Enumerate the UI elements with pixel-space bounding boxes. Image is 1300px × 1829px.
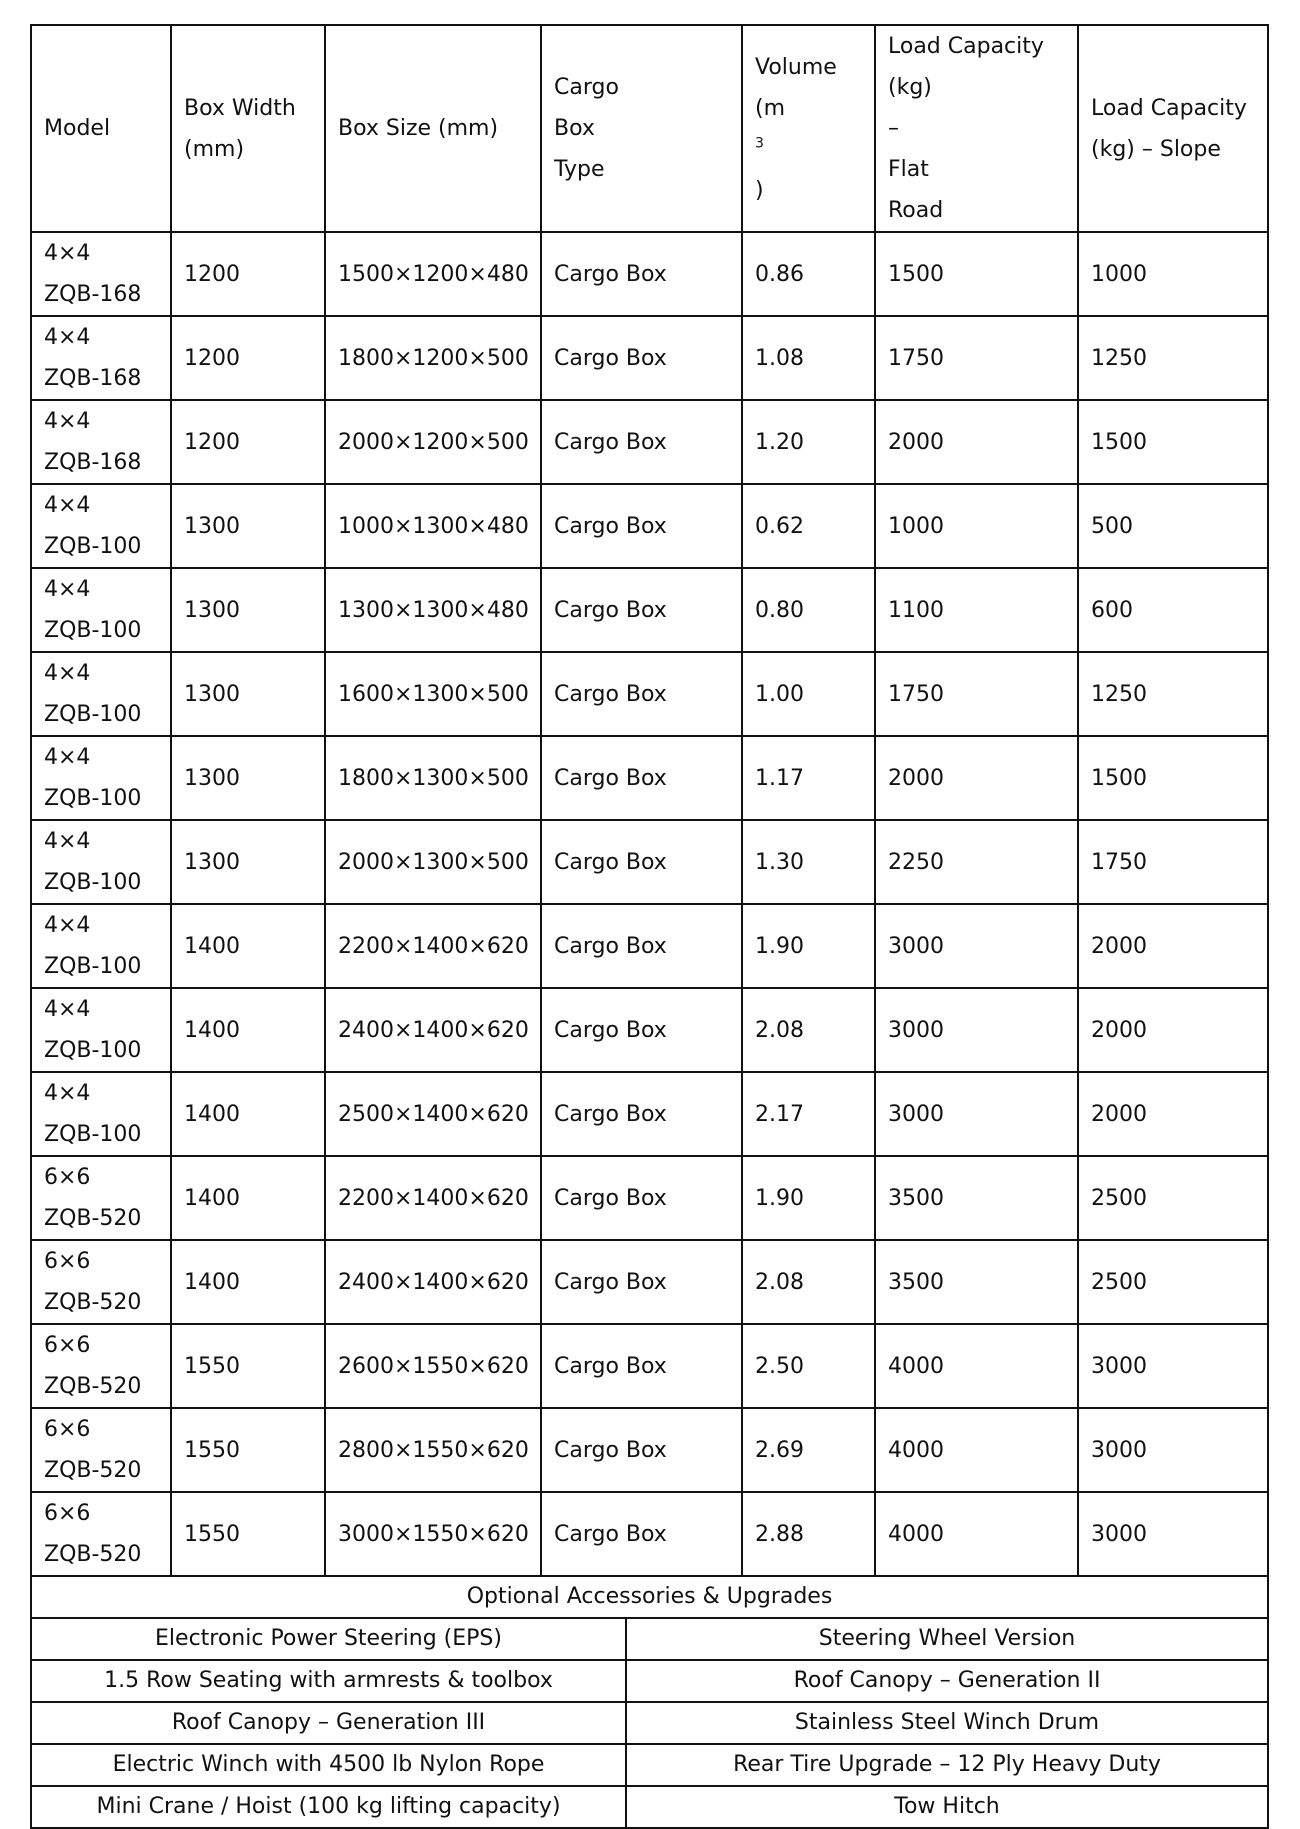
cell-volume: 0.80 xyxy=(742,568,875,652)
cell-cargo-box-type: Cargo Box xyxy=(541,1408,742,1492)
cell-model-code: ZQB-100 xyxy=(44,786,142,811)
accessory-row xyxy=(31,1702,1268,1744)
cell-box-width: 1400 xyxy=(171,988,325,1072)
cell-load-flat: 2000 xyxy=(875,736,1078,820)
cell-model-code: ZQB-520 xyxy=(44,1206,142,1231)
cell-model-drive: 4×4 xyxy=(44,661,91,686)
cell-box-width: 1200 xyxy=(171,316,325,400)
cell-load-slope: 2000 xyxy=(1078,988,1268,1072)
cell-load-flat: 3000 xyxy=(875,1072,1078,1156)
header-load-flat-kg: (kg) xyxy=(888,75,932,100)
header-load-slope-line1: Load Capacity xyxy=(1091,95,1247,121)
accessory-row xyxy=(31,1744,1268,1786)
header-box-width-line1: Box Width xyxy=(184,95,296,121)
cell-box-size: 2500×1400×620 xyxy=(325,1072,541,1156)
spec-table-body xyxy=(31,232,1268,1576)
cell-model-drive: 4×4 xyxy=(44,409,91,434)
cell-model-drive: 6×6 xyxy=(44,1417,91,1442)
cargo-box-spec-table xyxy=(30,24,1269,1577)
table-row xyxy=(31,988,1268,1072)
table-row xyxy=(31,1408,1268,1492)
cell-model xyxy=(31,1324,171,1408)
header-load-flat-dash: – xyxy=(888,116,899,141)
cell-model-drive: 6×6 xyxy=(44,1333,91,1358)
cell-cargo-box-type: Cargo Box xyxy=(541,1492,742,1576)
header-box-size: Box Size (mm) xyxy=(325,25,541,232)
cell-load-slope: 2000 xyxy=(1078,1072,1268,1156)
accessory-row xyxy=(31,1786,1268,1828)
cell-box-width: 1550 xyxy=(171,1324,325,1408)
cell-volume: 1.17 xyxy=(742,736,875,820)
cell-volume: 1.00 xyxy=(742,652,875,736)
cell-model xyxy=(31,1240,171,1324)
cell-cargo-box-type: Cargo Box xyxy=(541,736,742,820)
table-row xyxy=(31,1324,1268,1408)
cell-load-slope: 1250 xyxy=(1078,316,1268,400)
cell-box-width: 1200 xyxy=(171,400,325,484)
cell-model xyxy=(31,1492,171,1576)
cell-load-flat: 1000 xyxy=(875,484,1078,568)
cell-box-size: 2400×1400×620 xyxy=(325,988,541,1072)
cell-load-flat: 4000 xyxy=(875,1324,1078,1408)
cell-volume: 1.20 xyxy=(742,400,875,484)
header-volume xyxy=(742,25,875,232)
accessories-table xyxy=(30,1575,1269,1829)
cell-cargo-box-type: Cargo Box xyxy=(541,904,742,988)
cell-volume: 2.88 xyxy=(742,1492,875,1576)
cell-load-slope: 2500 xyxy=(1078,1240,1268,1324)
accessory-item: Stainless Steel Winch Drum xyxy=(626,1702,1268,1744)
accessory-item: Roof Canopy – Generation III xyxy=(31,1702,626,1744)
cell-model-code: ZQB-100 xyxy=(44,702,142,727)
cell-cargo-box-type: Cargo Box xyxy=(541,1156,742,1240)
cell-load-slope: 1000 xyxy=(1078,232,1268,316)
cell-volume: 1.90 xyxy=(742,904,875,988)
header-row xyxy=(31,25,1268,232)
header-cargo-word: Cargo xyxy=(554,75,619,100)
cell-volume: 1.08 xyxy=(742,316,875,400)
cell-box-size: 1000×1300×480 xyxy=(325,484,541,568)
cell-model xyxy=(31,232,171,316)
accessories-body xyxy=(31,1576,1268,1828)
cell-model-code: ZQB-100 xyxy=(44,870,142,895)
cell-load-slope: 1750 xyxy=(1078,820,1268,904)
cell-box-size: 2800×1550×620 xyxy=(325,1408,541,1492)
cell-model-drive: 4×4 xyxy=(44,829,91,854)
header-load-flat-line2 xyxy=(888,67,1065,190)
cell-model-drive: 4×4 xyxy=(44,325,91,350)
header-load-flat-word: Flat xyxy=(888,157,929,182)
cell-box-size: 1800×1300×500 xyxy=(325,736,541,820)
accessories-title: Optional Accessories & Upgrades xyxy=(31,1576,1268,1618)
cell-model-code: ZQB-168 xyxy=(44,282,142,307)
cell-box-size: 2000×1300×500 xyxy=(325,820,541,904)
header-volume-unit-close: ) xyxy=(755,177,764,203)
cell-box-width: 1300 xyxy=(171,484,325,568)
cell-model xyxy=(31,400,171,484)
cell-cargo-box-type: Cargo Box xyxy=(541,400,742,484)
cell-model-code: ZQB-100 xyxy=(44,1122,142,1147)
cell-model-code: ZQB-100 xyxy=(44,954,142,979)
header-type-word: Type xyxy=(554,157,605,182)
cell-load-flat: 1750 xyxy=(875,316,1078,400)
cell-model xyxy=(31,904,171,988)
cell-load-flat: 2000 xyxy=(875,400,1078,484)
table-row xyxy=(31,232,1268,316)
accessories-title-row xyxy=(31,1576,1268,1618)
cell-model xyxy=(31,652,171,736)
cell-model xyxy=(31,1156,171,1240)
cell-load-flat: 3000 xyxy=(875,904,1078,988)
header-load-flat xyxy=(875,25,1078,232)
accessory-row xyxy=(31,1660,1268,1702)
cell-model-drive: 4×4 xyxy=(44,745,91,770)
cell-load-slope: 3000 xyxy=(1078,1324,1268,1408)
cell-model xyxy=(31,568,171,652)
cell-model-code: ZQB-520 xyxy=(44,1542,142,1567)
cell-box-size: 3000×1550×620 xyxy=(325,1492,541,1576)
cell-cargo-box-type: Cargo Box xyxy=(541,1072,742,1156)
cell-model xyxy=(31,1072,171,1156)
cell-load-slope: 1500 xyxy=(1078,736,1268,820)
accessory-item: Mini Crane / Hoist (100 kg lifting capacity) xyxy=(31,1786,626,1828)
cell-box-width: 1400 xyxy=(171,1240,325,1324)
cell-box-width: 1200 xyxy=(171,232,325,316)
cell-cargo-box-type: Cargo Box xyxy=(541,1324,742,1408)
cell-box-size: 1500×1200×480 xyxy=(325,232,541,316)
cell-model-code: ZQB-168 xyxy=(44,366,142,391)
table-row xyxy=(31,568,1268,652)
cell-cargo-box-type: Cargo Box xyxy=(541,232,742,316)
table-row xyxy=(31,736,1268,820)
cell-model-drive: 4×4 xyxy=(44,1081,91,1106)
accessory-item: 1.5 Row Seating with armrests & toolbox xyxy=(31,1660,626,1702)
cell-volume: 2.50 xyxy=(742,1324,875,1408)
cell-box-width: 1400 xyxy=(171,1156,325,1240)
cell-cargo-box-type: Cargo Box xyxy=(541,568,742,652)
cell-volume: 0.62 xyxy=(742,484,875,568)
cell-load-slope: 500 xyxy=(1078,484,1268,568)
cell-model xyxy=(31,736,171,820)
header-box-width-line2: (mm) xyxy=(184,136,245,162)
accessory-item: Roof Canopy – Generation II xyxy=(626,1660,1268,1702)
cell-box-width: 1400 xyxy=(171,1072,325,1156)
cell-volume: 1.90 xyxy=(742,1156,875,1240)
cell-model xyxy=(31,1408,171,1492)
cell-load-flat: 4000 xyxy=(875,1408,1078,1492)
cell-load-slope: 2000 xyxy=(1078,904,1268,988)
cell-model-drive: 4×4 xyxy=(44,577,91,602)
cell-box-size: 2000×1200×500 xyxy=(325,400,541,484)
cell-load-slope: 3000 xyxy=(1078,1492,1268,1576)
cell-load-slope: 600 xyxy=(1078,568,1268,652)
cell-load-slope: 1500 xyxy=(1078,400,1268,484)
table-row xyxy=(31,1240,1268,1324)
cell-box-size: 1800×1200×500 xyxy=(325,316,541,400)
table-row xyxy=(31,484,1268,568)
header-model: Model xyxy=(31,25,171,232)
table-row xyxy=(31,820,1268,904)
header-load-flat-line3: Road xyxy=(888,198,944,223)
header-volume-unit-open: (m xyxy=(755,95,786,121)
cell-volume: 2.69 xyxy=(742,1408,875,1492)
cell-cargo-box-type: Cargo Box xyxy=(541,652,742,736)
cell-load-slope: 3000 xyxy=(1078,1408,1268,1492)
cell-model-code: ZQB-520 xyxy=(44,1290,142,1315)
cell-model xyxy=(31,820,171,904)
cell-volume: 2.17 xyxy=(742,1072,875,1156)
cell-load-flat: 3500 xyxy=(875,1156,1078,1240)
cell-box-width: 1300 xyxy=(171,652,325,736)
cell-cargo-box-type: Cargo Box xyxy=(541,988,742,1072)
cell-model-drive: 4×4 xyxy=(44,913,91,938)
cell-model xyxy=(31,988,171,1072)
cell-box-width: 1300 xyxy=(171,736,325,820)
cell-load-flat: 1100 xyxy=(875,568,1078,652)
cell-load-flat: 3500 xyxy=(875,1240,1078,1324)
accessory-row xyxy=(31,1618,1268,1660)
cell-box-size: 1300×1300×480 xyxy=(325,568,541,652)
cell-box-width: 1300 xyxy=(171,568,325,652)
header-volume-exponent: 3 xyxy=(755,135,764,152)
cell-load-flat: 1750 xyxy=(875,652,1078,736)
cell-model-code: ZQB-520 xyxy=(44,1458,142,1483)
cell-model-drive: 4×4 xyxy=(44,493,91,518)
header-cargo-box-type-line1 xyxy=(554,67,729,149)
cell-volume: 2.08 xyxy=(742,988,875,1072)
cell-load-flat: 1500 xyxy=(875,232,1078,316)
cell-load-flat: 4000 xyxy=(875,1492,1078,1576)
cell-box-width: 1550 xyxy=(171,1492,325,1576)
cell-model xyxy=(31,316,171,400)
cell-model-drive: 6×6 xyxy=(44,1165,91,1190)
table-row xyxy=(31,1156,1268,1240)
header-volume-line1: Volume xyxy=(755,54,837,80)
cell-volume: 0.86 xyxy=(742,232,875,316)
cell-cargo-box-type: Cargo Box xyxy=(541,316,742,400)
header-volume-line2 xyxy=(755,88,862,211)
table-row xyxy=(31,1492,1268,1576)
table-row xyxy=(31,652,1268,736)
cell-cargo-box-type: Cargo Box xyxy=(541,820,742,904)
cell-model-drive: 6×6 xyxy=(44,1501,91,1526)
accessory-item: Tow Hitch xyxy=(626,1786,1268,1828)
cell-model-code: ZQB-100 xyxy=(44,1038,142,1063)
cell-box-size: 2200×1400×620 xyxy=(325,1156,541,1240)
cell-load-flat: 2250 xyxy=(875,820,1078,904)
cell-box-width: 1550 xyxy=(171,1408,325,1492)
cell-volume: 1.30 xyxy=(742,820,875,904)
header-cargo-box-type xyxy=(541,25,742,232)
header-load-slope xyxy=(1078,25,1268,232)
table-row xyxy=(31,904,1268,988)
cell-model-code: ZQB-168 xyxy=(44,450,142,475)
cell-model-code: ZQB-520 xyxy=(44,1374,142,1399)
table-row xyxy=(31,1072,1268,1156)
table-row xyxy=(31,400,1268,484)
cell-box-size: 2600×1550×620 xyxy=(325,1324,541,1408)
cell-model-code: ZQB-100 xyxy=(44,618,142,643)
cell-box-size: 2400×1400×620 xyxy=(325,1240,541,1324)
cell-cargo-box-type: Cargo Box xyxy=(541,1240,742,1324)
header-load-flat-line1: Load Capacity xyxy=(888,34,1044,59)
table-row xyxy=(31,316,1268,400)
cell-box-size: 1600×1300×500 xyxy=(325,652,541,736)
cell-model-drive: 6×6 xyxy=(44,1249,91,1274)
accessory-item: Electric Winch with 4500 lb Nylon Rope xyxy=(31,1744,626,1786)
cell-model-code: ZQB-100 xyxy=(44,534,142,559)
cell-box-width: 1400 xyxy=(171,904,325,988)
spec-sheet xyxy=(30,24,1267,1829)
header-box-word: Box xyxy=(554,116,595,141)
cell-load-slope: 1250 xyxy=(1078,652,1268,736)
cell-load-slope: 2500 xyxy=(1078,1156,1268,1240)
header-load-slope-line2: (kg) – Slope xyxy=(1091,136,1221,162)
accessory-item: Electronic Power Steering (EPS) xyxy=(31,1618,626,1660)
cell-model-drive: 4×4 xyxy=(44,997,91,1022)
cell-volume: 2.08 xyxy=(742,1240,875,1324)
header-box-width xyxy=(171,25,325,232)
cell-model xyxy=(31,484,171,568)
cell-load-flat: 3000 xyxy=(875,988,1078,1072)
accessory-item: Rear Tire Upgrade – 12 Ply Heavy Duty xyxy=(626,1744,1268,1786)
cell-box-width: 1300 xyxy=(171,820,325,904)
accessory-item: Steering Wheel Version xyxy=(626,1618,1268,1660)
cell-cargo-box-type: Cargo Box xyxy=(541,484,742,568)
cell-model-drive: 4×4 xyxy=(44,241,91,266)
cell-box-size: 2200×1400×620 xyxy=(325,904,541,988)
